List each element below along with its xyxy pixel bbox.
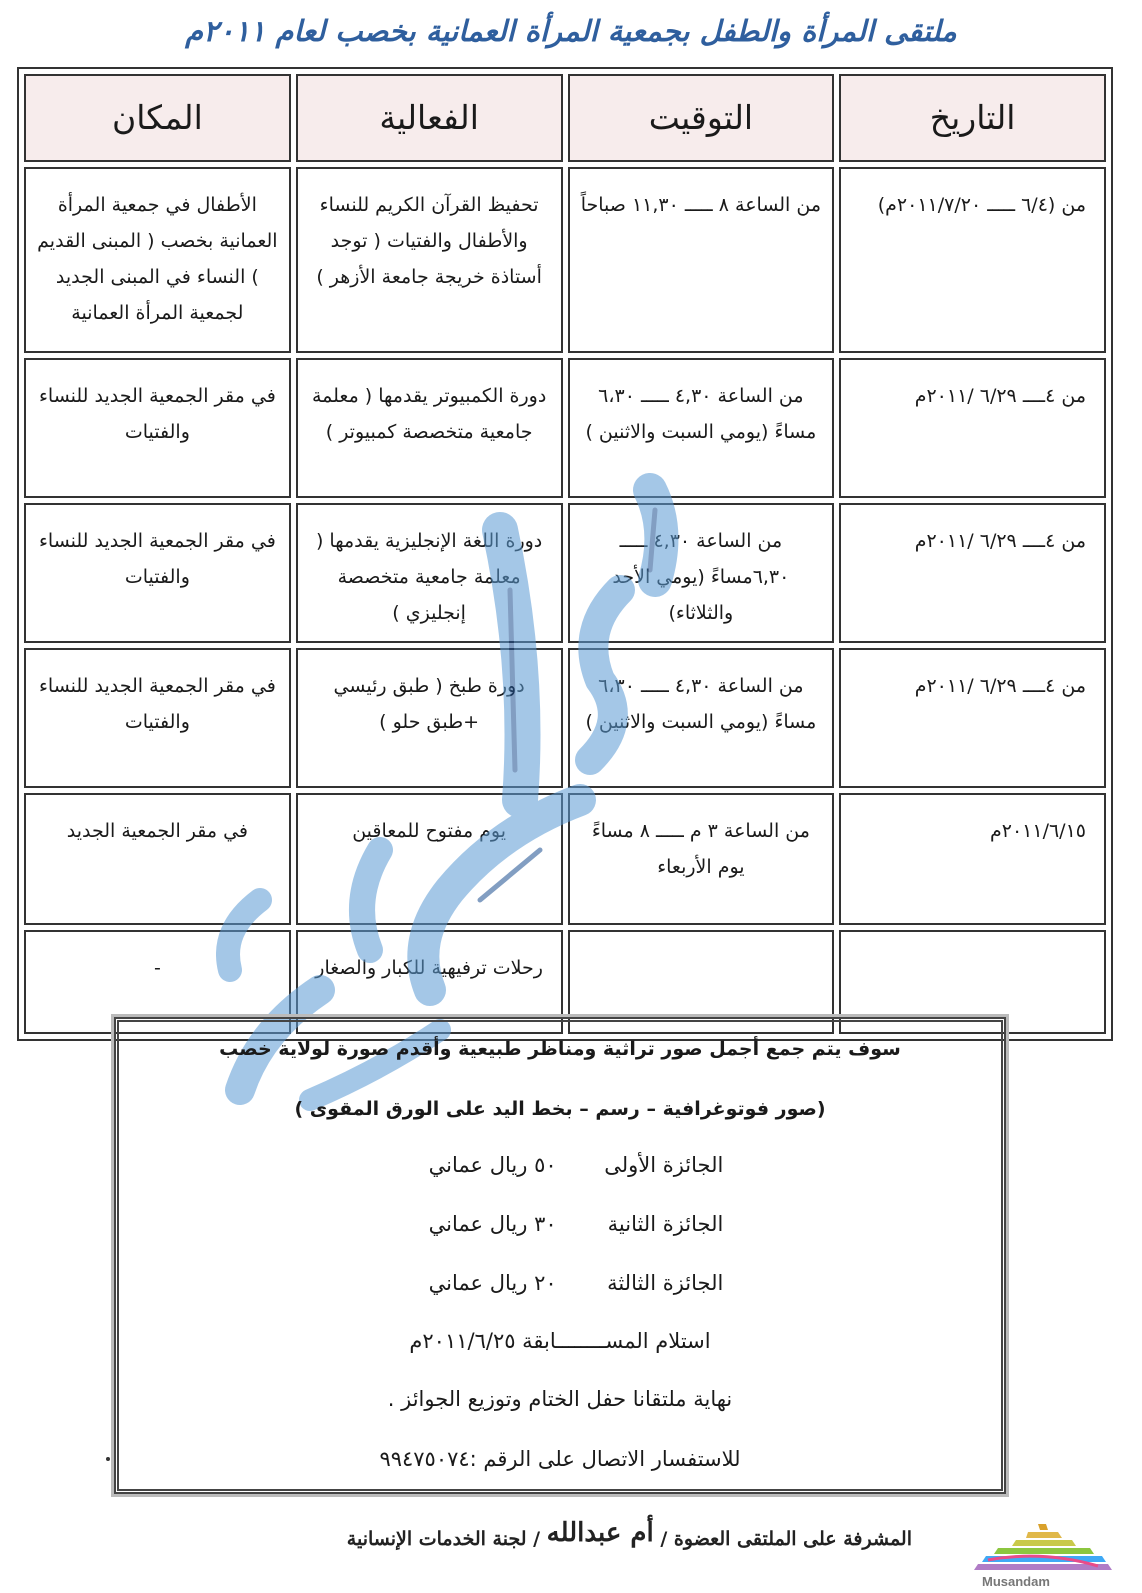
cell-activity: رحلات ترفيهية للكبار والصغار <box>296 930 563 1034</box>
cell-date: من (٦/٤ ـــــ ٢٠١١/٧/٢٠م) <box>839 167 1106 353</box>
competition-notice <box>114 1017 1006 1494</box>
cell-time: من الساعة ٨ ـــــ ١١,٣٠ صباحاً <box>568 167 835 353</box>
cell-date: من ٤ــــ ٦/٢٩ /٢٠١١م <box>839 503 1106 643</box>
cell-place: الأطفال في جمعية المرأة العمانية بخصب ( المبنى القديم ) النساء في المبنى الجديد لجمعية المرأة العمانية <box>24 167 291 353</box>
notice-deadline: استلام المســــــــابقة ٢٠١١/٦/٢٥م <box>409 1329 711 1353</box>
cell-activity: يوم مفتوح للمعاقين <box>296 793 563 925</box>
prize-first <box>119 1153 1001 1177</box>
prize-label: الجائزة الثالثة <box>607 1271 724 1295</box>
header-time: التوقيت <box>568 74 835 162</box>
cell-activity: دورة اللغة الإنجليزية يقدمها ( معلمة جامعية متخصصة إنجليزي ) <box>296 503 563 643</box>
cell-place: في مقر الجمعية الجديد <box>24 793 291 925</box>
table-row <box>24 503 1106 643</box>
table-row <box>24 648 1106 788</box>
logo-text: Musandam <box>982 1574 1050 1589</box>
cell-time: من الساعة ٣ م ـــــ ٨ مساءً يوم الأربعاء <box>568 793 835 925</box>
cell-place: في مقر الجمعية الجديد للنساء والفتيات <box>24 503 291 643</box>
cell-place: في مقر الجمعية الجديد للنساء والفتيات <box>24 358 291 498</box>
cell-time: من الساعة ٤,٣٠ ـــــ ٦,٣٠مساءً (يومي الأحد والثلاثاء) <box>568 503 835 643</box>
table-row <box>24 358 1106 498</box>
table-row <box>24 167 1106 353</box>
stray-dot <box>106 1457 110 1461</box>
header-activity: الفعالية <box>296 74 563 162</box>
prize-amount: ٣٠ ريال عماني <box>428 1212 557 1236</box>
supervisor-label: المشرفة على الملتقى العضوة / <box>660 1528 912 1550</box>
prize-amount: ٥٠ ريال عماني <box>428 1153 557 1177</box>
notice-intro: سوف يتم جمع أجمل صور تراثية ومناظر طبيعية وأقدم صورة لولاية خصب <box>219 1038 901 1060</box>
notice-contact: للاستفسار الاتصال على الرقم :٩٩٤٧٥٠٧٤ <box>379 1447 741 1471</box>
header-place: المكان <box>24 74 291 162</box>
prize-label: الجائزة الأولى <box>604 1153 724 1177</box>
notice-types: (صور فوتوغرافية – رسم – بخط اليد على الورق المقوى ) <box>294 1098 826 1120</box>
table-row <box>24 793 1106 925</box>
footer-signature <box>347 1518 912 1550</box>
notice-closing: نهاية ملتقانا حفل الختام وتوزيع الجوائز . <box>387 1387 733 1411</box>
cell-place: - <box>24 930 291 1034</box>
cell-activity: دورة الكمبيوتر يقدمها ( معلمة جامعية متخصصة كمبيوتر ) <box>296 358 563 498</box>
cell-activity: دورة طبخ ( طبق رئيسي +طبق حلو ) <box>296 648 563 788</box>
prize-amount: ٢٠ ريال عماني <box>428 1271 557 1295</box>
cell-place: في مقر الجمعية الجديد للنساء والفتيات <box>24 648 291 788</box>
prize-third <box>119 1271 1001 1295</box>
cell-time: من الساعة ٤,٣٠ ـــــ ٦،٣٠ مساءً (يومي السبت والاثنين ) <box>568 648 835 788</box>
prize-label: الجائزة الثانية <box>607 1212 724 1236</box>
table-header-row <box>24 74 1106 162</box>
cell-date: من ٤ــــ ٦/٢٩ /٢٠١١م <box>839 358 1106 498</box>
cell-time: من الساعة ٤,٣٠ ـــــ ٦،٣٠ مساءً (يومي السبت والاثنين ) <box>568 358 835 498</box>
prize-second <box>119 1212 1001 1236</box>
cell-date: ٢٠١١/٦/١٥م <box>839 793 1106 925</box>
committee-label: / لجنة الخدمات الإنسانية <box>346 1528 541 1550</box>
page-title: ملتقى المرأة والطفل بجمعية المرأة العمانية بخصب لعام ٢٠١١م <box>185 14 957 48</box>
supervisor-name: أم عبدالله <box>546 1518 654 1548</box>
schedule-table <box>17 67 1113 1041</box>
cell-activity: تحفيظ القرآن الكريم للنساء والأطفال والفتيات ( توجد أستاذة خريجة جامعة الأزهر ) <box>296 167 563 353</box>
cell-date: من ٤ــــ ٦/٢٩ /٢٠١١م <box>839 648 1106 788</box>
header-date: التاريخ <box>839 74 1106 162</box>
